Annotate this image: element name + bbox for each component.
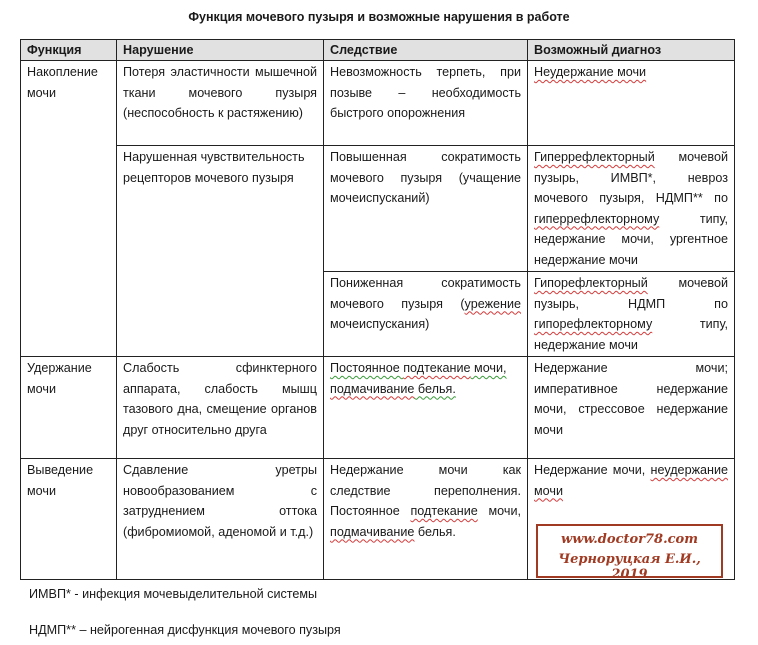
diagnosis-text: гиперрефлекторному [534, 211, 660, 226]
consequence-increased-contractility: Повышенная сократимость мочевого пузыря (учащение мочеиспусканий) [324, 146, 528, 272]
footnote-ndmp: НДМП** – нейрогенная дисфункция мочевого пузыря [29, 623, 341, 637]
table-row [21, 146, 735, 272]
consequence-text: Недержание мочи как следствие переполнения. Постоянное [330, 463, 521, 518]
footnote-imvp: ИМВП* - инфекция мочевыделительной системы [29, 587, 318, 601]
diagnosis-hyporeflex [528, 272, 735, 357]
header-diagnosis: Возможный диагноз [528, 40, 735, 61]
consequence-text: белья. [414, 524, 456, 539]
diagnosis-text: типу, недержание мочи [534, 317, 728, 352]
consequence-text: подмачивание [330, 381, 415, 396]
consequence-text: подтекание [403, 361, 471, 375]
diagnosis-text: Неудержание мочи [534, 65, 647, 79]
header-consequence: Следствие [324, 40, 528, 61]
diagnosis-hyperreflex [528, 146, 735, 272]
diagnosis-stress-incontinence: Недержание мочи; императивное недержание мочи, стрессовое недержание мочи [528, 357, 735, 459]
diagnosis-text: Гиперрефлекторный [534, 150, 655, 164]
consequence-text: Пониженная сократимость мочевого пузыря ( [330, 276, 521, 311]
consequence-text: мочи, [477, 504, 521, 518]
consequence-text: белья. [414, 381, 456, 396]
consequence-decreased-contractility [324, 272, 528, 357]
consequence-urgency: Невозможность терпеть, при позыве – необходимость быстрого опорожнения [324, 61, 528, 146]
diagnosis-incontinence [528, 61, 735, 146]
consequence-text: мочеиспускания) [330, 317, 430, 331]
consequence-text: подмачивание [330, 524, 415, 539]
document-title: Функция мочевого пузыря и возможные нарушения в работе [188, 10, 570, 24]
diagnosis-text: гипорефлекторному [534, 317, 653, 331]
diagnosis-text: мочевой пузырь, НДМП по [534, 276, 728, 311]
diagnosis-text: типу, недержание мочи, ургентное недержание мочи [534, 211, 728, 267]
disorder-elasticity-loss: Потеря эластичности мышечной ткани мочевого пузыря (неспособность к растяжению) [117, 61, 324, 146]
consequence-leakage [324, 357, 528, 459]
author-stamp [536, 524, 723, 582]
consequence-text: Постоянное [330, 361, 404, 375]
consequence-text: подтекание [410, 504, 478, 518]
bladder-function-table [20, 39, 735, 580]
consequence-text: урежение [464, 296, 521, 311]
header-disorder: Нарушение [117, 40, 324, 61]
function-retention: Удержание мочи [21, 357, 117, 459]
function-accumulation: Накопление мочи [21, 61, 117, 357]
diagnosis-text: Гипорефлекторный [534, 276, 648, 290]
table-header-row [21, 40, 735, 61]
disorder-sphincter-weakness: Слабость сфинктерного аппарата, слабость мышц тазового дна, смещение органов друг относительно друга [117, 357, 324, 459]
header-function: Функция [21, 40, 117, 61]
stamp-website: www.doctor78.com [561, 532, 698, 547]
diagnosis-text: неудержание мочи [534, 463, 728, 498]
consequence-text: мочи, [470, 361, 507, 375]
consequence-overflow [324, 459, 528, 580]
table-row [21, 357, 735, 459]
table-row [21, 61, 735, 146]
stamp-author: Черноруцкая Е.И., 2019 [558, 552, 701, 582]
diagnosis-text: мочевой пузырь, ИМВП*, невроз мочевого пузыря, НДМП** по [534, 150, 728, 205]
disorder-receptor-sensitivity: Нарушенная чувствительность рецепторов мочевого пузыря [117, 146, 324, 357]
diagnosis-text: Недержание мочи, [534, 463, 651, 477]
disorder-urethra-compression: Сдавление уретры новообразованием с затруднением оттока (фибромиомой, аденомой и т.д.) [117, 459, 324, 580]
function-excretion: Выведение мочи [21, 459, 117, 580]
